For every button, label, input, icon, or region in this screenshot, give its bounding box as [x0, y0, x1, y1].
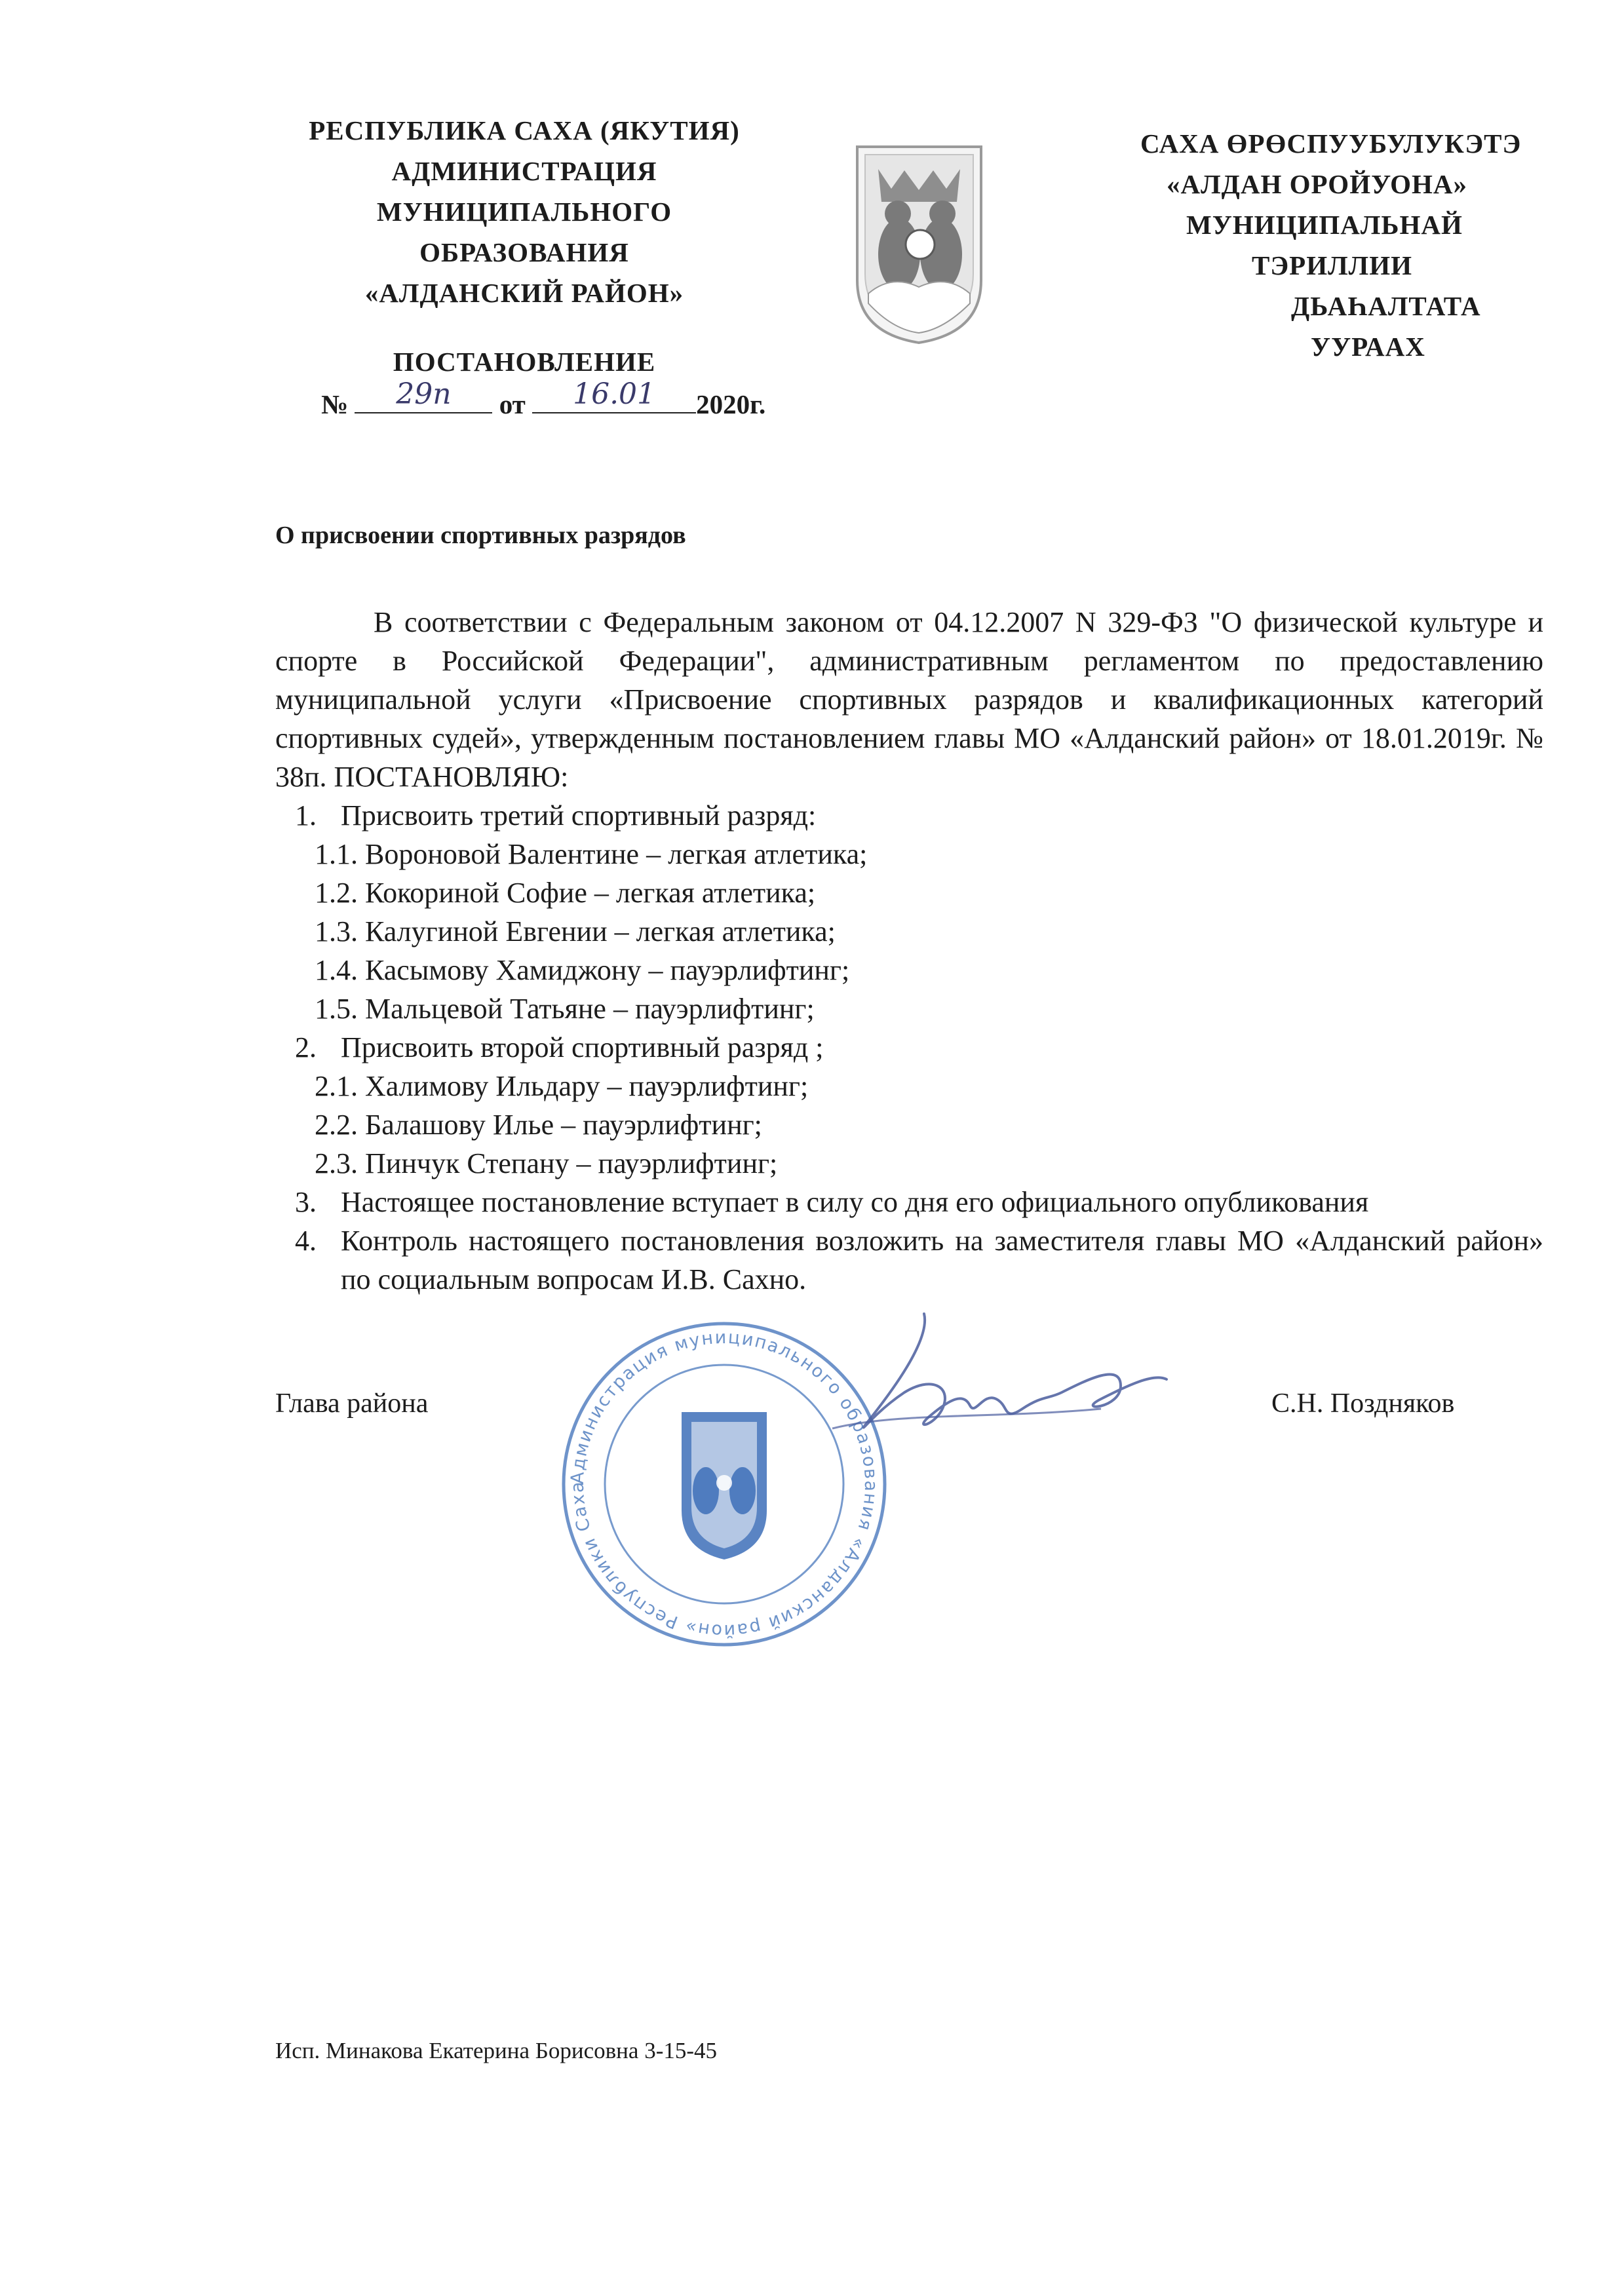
item-text: Настоящее постановление вступает в силу со дня его официального опубликования	[341, 1186, 1369, 1218]
header-right-line: ДЬАҺАЛТАТА	[1291, 291, 1481, 321]
signatory-role: Глава района	[275, 1388, 429, 1419]
list-item	[275, 1028, 1543, 1067]
sub-item: 2.1. Халимову Ильдару – пауэрлифтинг;	[315, 1070, 809, 1102]
decree-date-field	[532, 377, 696, 413]
decree-items	[275, 796, 1543, 1299]
from-word: от	[499, 389, 526, 419]
decree-number: 29п	[396, 377, 452, 411]
item-number: 3.	[295, 1186, 317, 1218]
header-left-line: РЕСПУБЛИКА САХА (ЯКУТИЯ)	[309, 115, 740, 145]
header-right-line: ТЭРИЛЛИИ	[1252, 250, 1412, 280]
sub-item: 1.4. Касымову Хамиджону – пауэрлифтинг;	[315, 954, 850, 986]
list-item	[275, 1221, 1543, 1299]
decree-title: ПОСТАНОВЛЕНИЕ	[393, 347, 656, 377]
list-item	[275, 796, 1543, 835]
sub-item: 2.3. Пинчук Степану – пауэрлифтинг;	[315, 1147, 778, 1179]
list-item	[275, 1183, 1543, 1221]
document-body	[275, 603, 1543, 1299]
stamp-text: Администрация муниципального образования «Алданский район» Республики Саха	[567, 1327, 881, 1641]
sub-item: 1.1. Вороновой Валентине – легкая атлетика;	[315, 838, 868, 870]
header-left-line: АДМИНИСТРАЦИЯ	[391, 156, 657, 186]
header-right-line: УУРААХ	[1311, 332, 1425, 362]
signature-icon	[734, 1301, 1193, 1451]
decree-date: 16.01	[573, 377, 656, 411]
item-text: Присвоить третий спортивный разряд:	[341, 799, 817, 832]
decree-number-field	[355, 377, 492, 413]
decree-number-line	[321, 377, 766, 420]
header-right	[1114, 123, 1624, 367]
header-left	[275, 110, 773, 313]
item-number: 1.	[295, 799, 317, 832]
header-left-line: МУНИЦИПАЛЬНОГО	[376, 197, 672, 227]
signatory-name: С.Н. Поздняков	[1271, 1388, 1455, 1419]
item-number: 4.	[295, 1225, 317, 1257]
preamble: В соответствии с Федеральным законом от 04.12.2007 N 329-ФЗ "О физической культуре и спорте в Российской Федерации", административным регламентом по предоставлению муниципальной услуги «Присвоение спортивных разрядов и квалификационных категорий спортивных судей», утвержденным постановлением главы МО «Алданский район» от 18.01.2019г. № 38п. ПОСТАНОВЛЯЮ:	[275, 606, 1543, 793]
sub-item: 1.3. Калугиной Евгении – легкая атлетика;	[315, 915, 836, 947]
item-number: 2.	[295, 1031, 317, 1063]
header-right-line: МУНИЦИПАЛЬНАЙ	[1186, 210, 1463, 240]
header-left-line: ОБРАЗОВАНИЯ	[419, 237, 629, 267]
number-sign: №	[321, 389, 349, 419]
sub-item: 2.2. Балашову Илье – пауэрлифтинг;	[315, 1109, 762, 1141]
header-right-line: «АЛДАН ОРОЙУОНА»	[1167, 169, 1468, 199]
coat-of-arms-icon	[852, 143, 986, 346]
sub-item: 1.2. Кокориной Софие – легкая атлетика;	[315, 877, 816, 909]
sub-item: 1.5. Мальцевой Татьяне – пауэрлифтинг;	[315, 993, 815, 1025]
item-text: Присвоить второй спортивный разряд ;	[341, 1031, 824, 1063]
header-right-line: САХА ӨРӨСПУУБУЛУКЭТЭ	[1140, 128, 1522, 159]
header-left-line: «АЛДАНСКИЙ РАЙОН»	[364, 278, 684, 308]
item-text: Контроль настоящего постановления возложить на заместителя главы МО «Алданский район» по социальным вопросам И.В. Сахно.	[341, 1225, 1543, 1295]
document-subject: О присвоении спортивных разрядов	[275, 522, 686, 549]
executor-note: Исп. Минакова Екатерина Борисовна 3-15-45	[275, 2038, 718, 2063]
decree-year: 2020г.	[696, 389, 766, 419]
